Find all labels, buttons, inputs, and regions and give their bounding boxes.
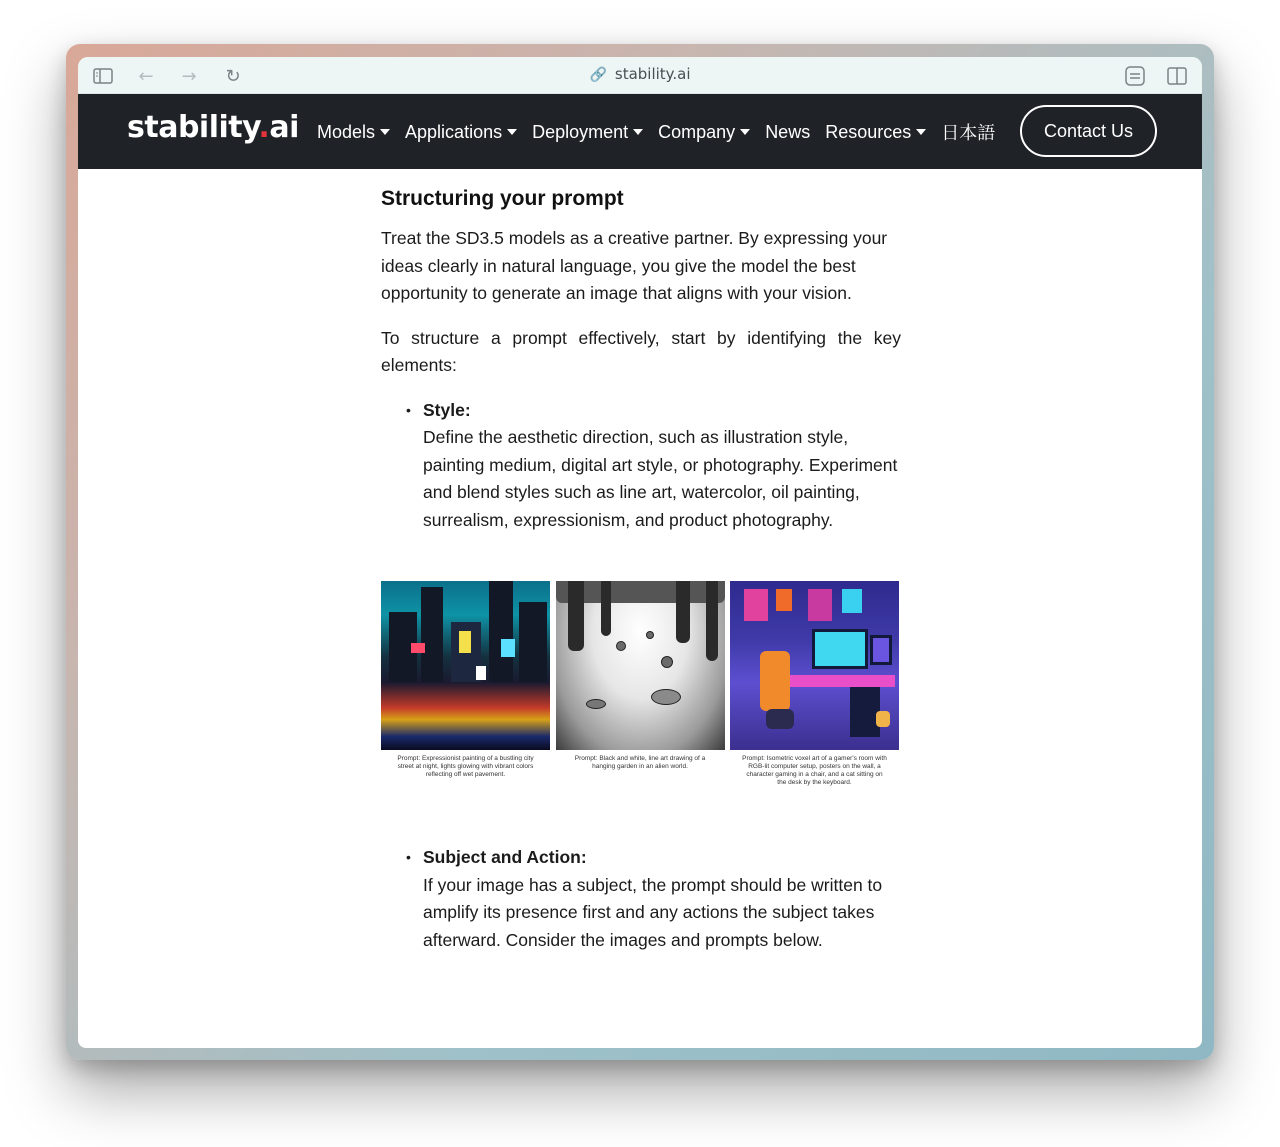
site-navbar <box>78 94 1202 169</box>
contact-us-button[interactable]: Contact Us <box>1020 105 1157 157</box>
structure-paragraph: To structure a prompt effectively, start by identifying the key elements: <box>381 327 901 375</box>
caret-down-icon <box>633 129 643 135</box>
stability-logo[interactable]: stability.ai <box>127 110 299 145</box>
nav-item-company[interactable]: Company <box>658 122 750 143</box>
article-content <box>381 187 901 954</box>
address-bar[interactable] <box>78 65 1202 83</box>
list-item-subject-action <box>381 844 901 954</box>
extension-icon[interactable] <box>1124 65 1146 87</box>
image-caption: Prompt: Expressionist painting of a bustling city street at night, lights glowing with vibrant colors reflecting off wet pavement. <box>397 755 534 778</box>
caret-down-icon <box>740 129 750 135</box>
reload-icon[interactable]: ↻ <box>225 65 241 87</box>
nav-item-deployment[interactable]: Deployment <box>532 122 643 143</box>
section-heading: Structuring your prompt <box>381 187 624 210</box>
gallery-item <box>556 581 725 787</box>
intro-paragraph: Treat the SD3.5 models as a creative partner. By expressing your ideas clearly in natural language, you give the model the best opportunity to generate an image that aligns with your vision. <box>381 228 888 303</box>
split-view-icon[interactable] <box>1166 65 1188 87</box>
bullet-icon: • <box>406 401 411 418</box>
line-art-image <box>556 581 725 750</box>
bullet-icon: • <box>406 849 411 865</box>
nav-item-resources[interactable]: Resources <box>825 122 926 143</box>
nav-item-japanese[interactable]: 日本語 <box>941 123 996 144</box>
forward-arrow-icon[interactable]: → <box>181 65 197 87</box>
nav-item-models[interactable]: Models <box>317 122 390 143</box>
browser-window <box>78 57 1202 1048</box>
nav-item-news[interactable]: News <box>765 121 811 142</box>
bullet-text: Define the aesthetic direction, such as illustration style, painting medium, digital art style, or photography. Experiment and blend styles such as line art, watercolor, oil painting, surrealism, expressionism, and product photography. <box>423 427 898 530</box>
bullet-text: If your image has a subject, the prompt should be written to amplify its presence first and any actions the subject takes afterward. Consider the images and prompts below. <box>423 874 883 950</box>
back-arrow-icon[interactable]: ← <box>138 65 154 87</box>
caret-down-icon <box>380 129 390 135</box>
list-item-style <box>381 397 901 535</box>
url-text: stability.ai <box>614 65 691 83</box>
browser-toolbar <box>78 57 1202 94</box>
gallery-item <box>730 581 899 787</box>
gallery-item <box>381 581 550 787</box>
link-icon: 🔗 <box>589 67 607 83</box>
caret-down-icon <box>507 129 517 135</box>
voxel-room-image <box>730 581 899 750</box>
bullet-title: Subject and Action: <box>423 847 587 867</box>
city-painting-image <box>381 581 550 750</box>
image-caption: Prompt: Black and white, line art drawing of a hanging garden in an alien world. <box>574 755 706 770</box>
image-caption: Prompt: Isometric voxel art of a gamer's room with RGB-lit computer setup, posters on the wall, a character gaming in a chair, and a cat sitting on the desk by the keyboard. <box>742 755 887 786</box>
bullet-title: Style: <box>423 399 471 420</box>
image-gallery <box>381 581 899 787</box>
nav-menu <box>317 119 1010 145</box>
nav-item-applications[interactable]: Applications <box>405 122 517 143</box>
caret-down-icon <box>916 129 926 135</box>
